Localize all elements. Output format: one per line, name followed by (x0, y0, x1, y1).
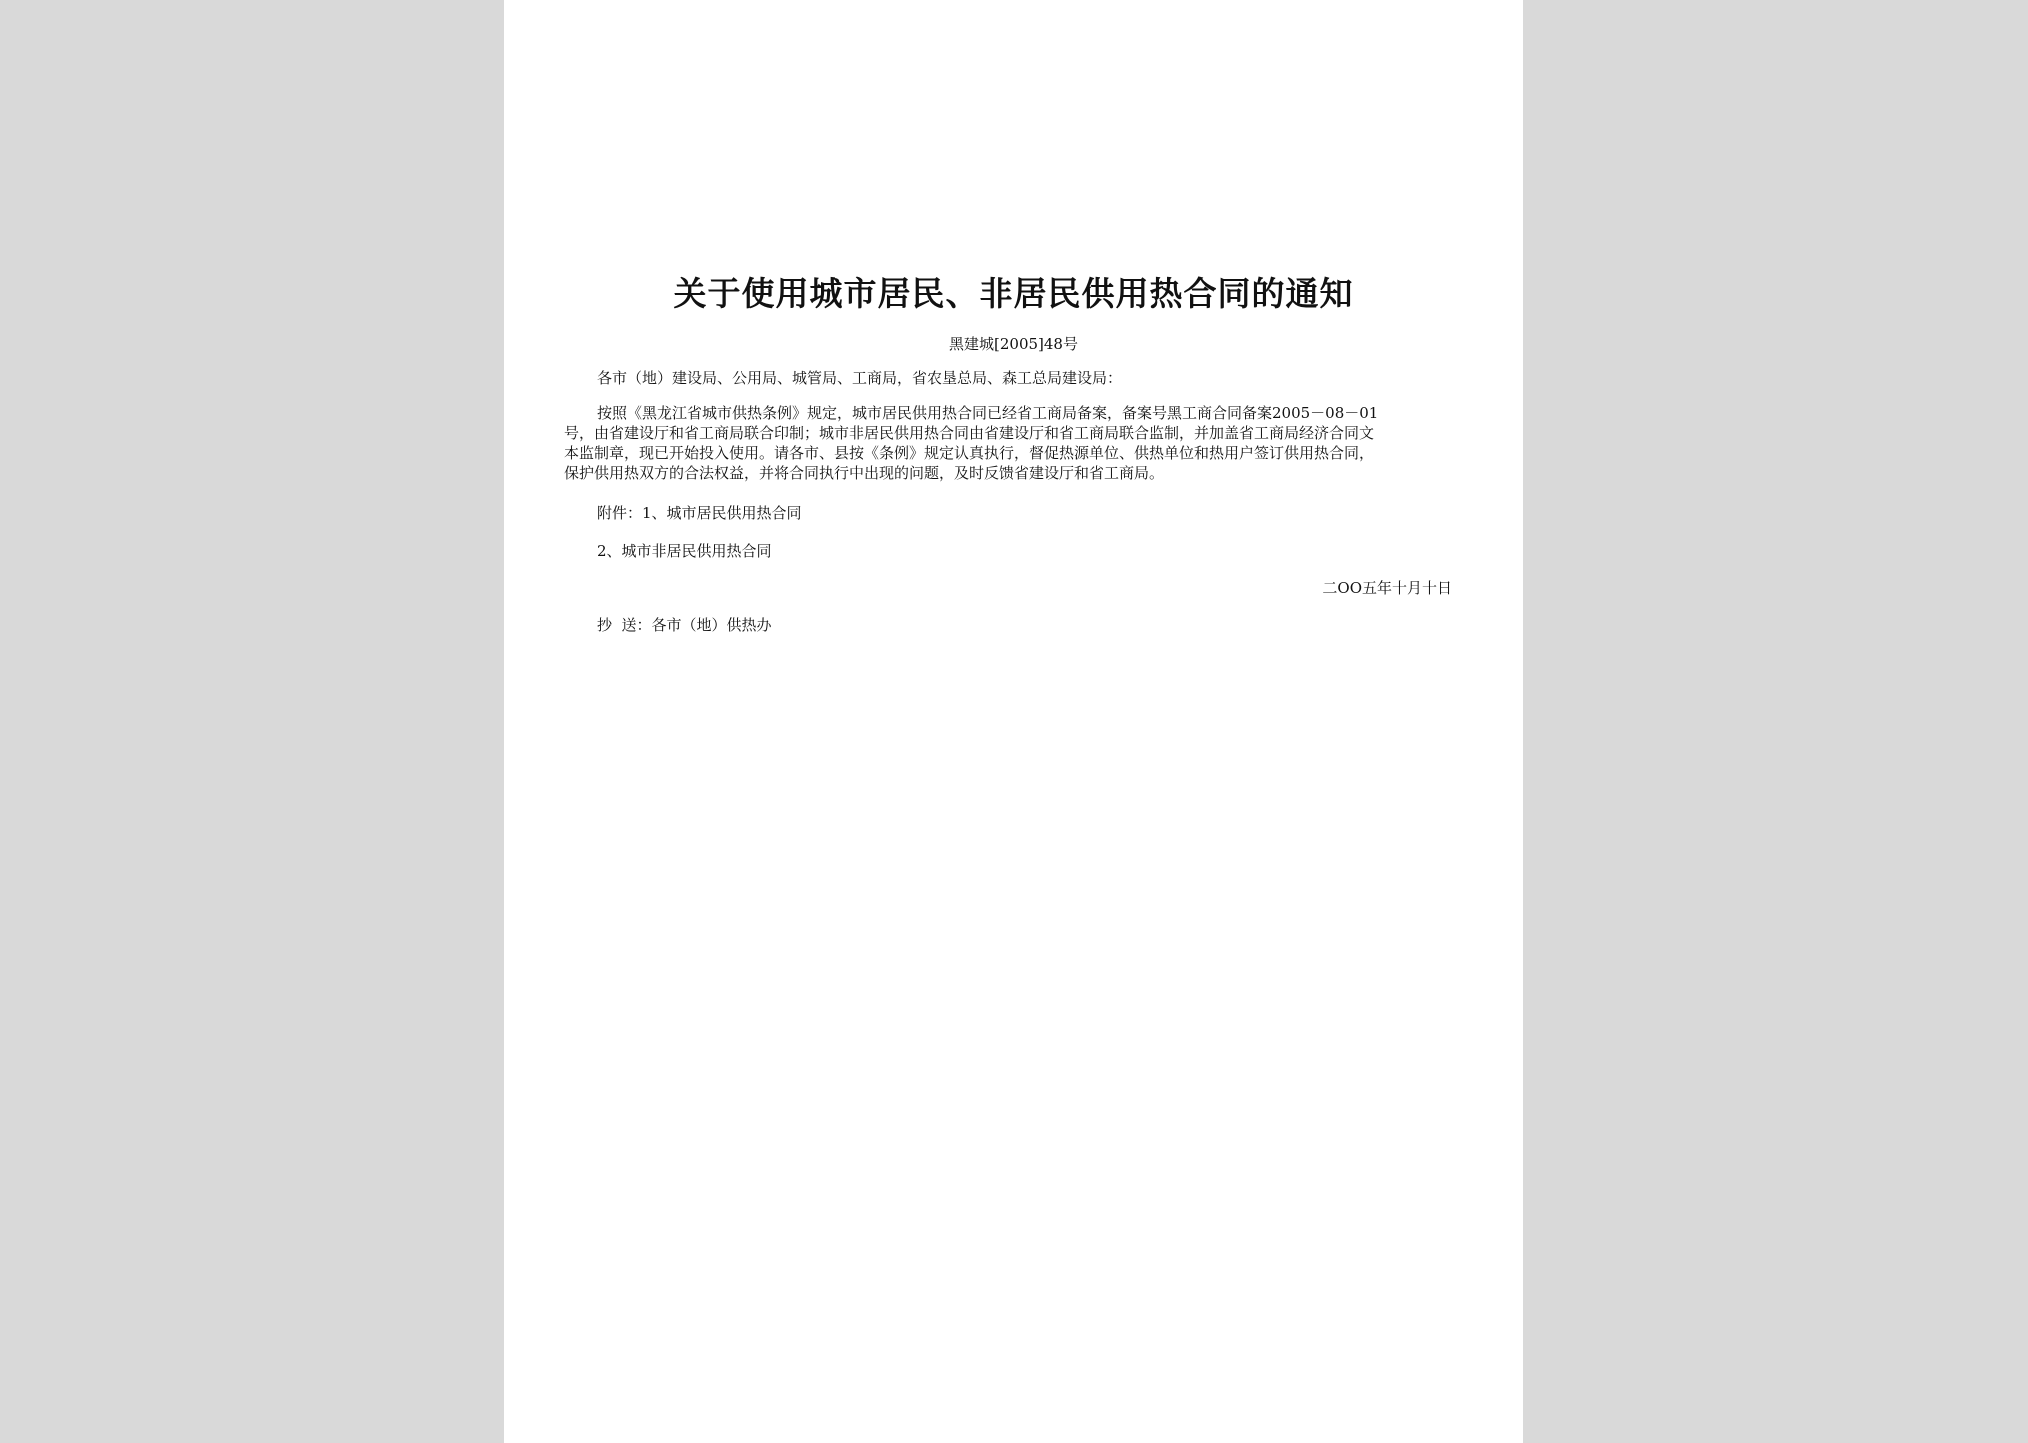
body-line-3: 本监制章，现已开始投入使用。请各市、县按《条例》规定认真执行，督促热源单位、供热单位和热用户签订供用热合同， (564, 444, 1375, 462)
document-number: 黑建城[2005]48号 (949, 335, 1078, 353)
attachment-item-2: 2、城市非居民供用热合同 (597, 542, 772, 560)
document-page (504, 0, 1523, 1443)
cc-line: 抄 送：各市（地）供热办 (597, 616, 772, 634)
issue-date: 二OO五年十月十日 (1322, 579, 1452, 597)
body-line-2: 号，由省建设厅和省工商局联合印制；城市非居民供用热合同由省建设厅和省工商局联合监制，并加盖省工商局经济合同文 (564, 424, 1375, 442)
page-title: 关于使用城市居民、非居民供用热合同的通知 (673, 274, 1354, 313)
body-paragraph (564, 403, 1458, 483)
body-line-1: 按照《黑龙江省城市供热条例》规定，城市居民供用热合同已经省工商局备案，备案号黑工商合同备案2005－08－01 (597, 404, 1379, 422)
body-line-4: 保护供用热双方的合法权益，并将合同执行中出现的问题，及时反馈省建设厅和省工商局。 (564, 464, 1165, 482)
attachment-item-1: 附件：1、城市居民供用热合同 (597, 504, 802, 522)
addressees: 各市（地）建设局、公用局、城管局、工商局，省农垦总局、森工总局建设局： (597, 369, 1123, 387)
